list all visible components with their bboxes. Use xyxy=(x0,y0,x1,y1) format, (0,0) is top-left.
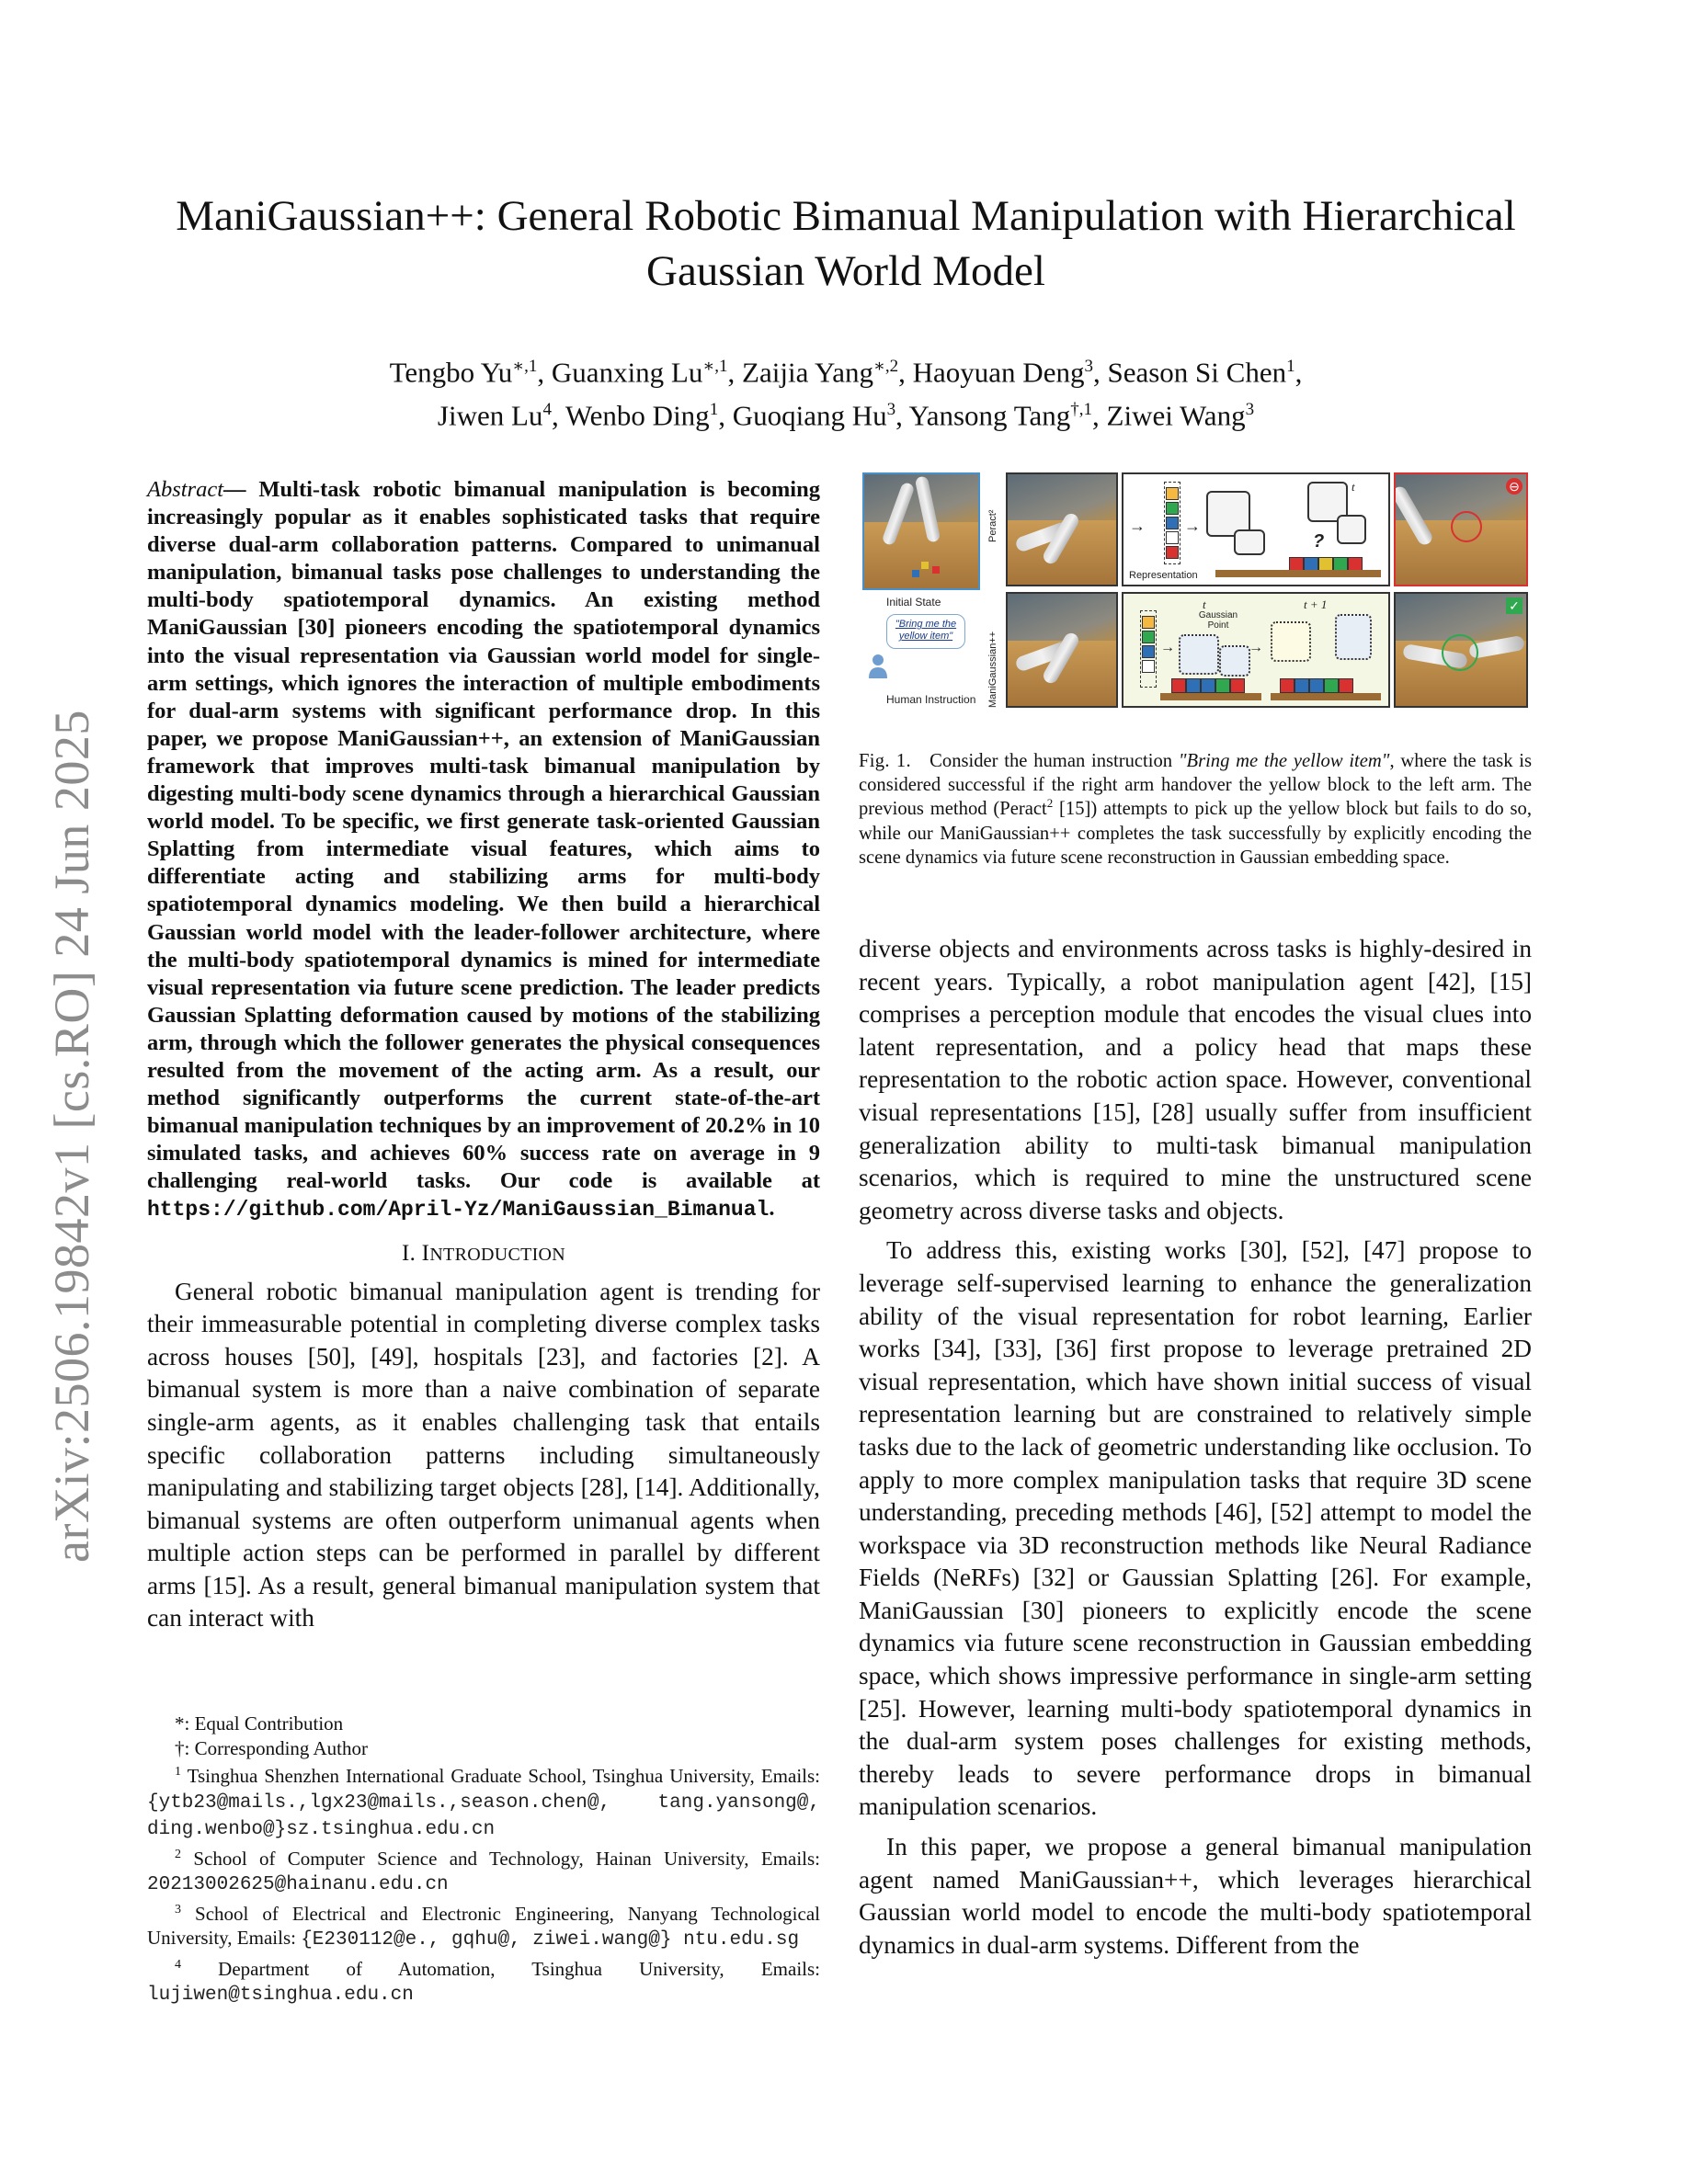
feature-cube xyxy=(1166,546,1179,559)
caption-text: Consider the human instruction xyxy=(910,751,1179,771)
feature-cube xyxy=(1166,502,1179,515)
author-name: Season Si Chen xyxy=(1107,356,1287,389)
block xyxy=(1201,678,1215,693)
author-line-1 xyxy=(129,347,1563,391)
feature-cube xyxy=(1166,531,1179,544)
feature-cube xyxy=(1142,616,1155,629)
author-affiliation: 3 xyxy=(886,400,896,420)
arxiv-identifier: arXiv:2506.19842v1 [cs.RO] 24 Jun 2025 xyxy=(44,710,99,1563)
author-name: Wenbo Ding xyxy=(565,399,710,432)
author-list xyxy=(129,347,1563,435)
right-paragraph-1: diverse objects and environments across tasks is highly-desired in recent years. Typically, a robot manipulation agent [42], [15] comprises a perception module that encodes the visual clues into latent representation, and a policy head that maps these representation to the robotic action space. However, conventional visual representations [15], [28] usually suffer from insufficient generalization ability to multi-task bimanual manipulation scenarios, which is required to mine the unstructured scene geometry across diverse tasks and objects. xyxy=(859,935,1532,1224)
author-separator: , xyxy=(898,356,913,389)
human-instruction-label: Human Instruction xyxy=(886,693,976,706)
author-name: Haoyuan Deng xyxy=(912,356,1085,389)
left-column xyxy=(147,476,820,1635)
peract-label: Peract² xyxy=(987,509,998,542)
block xyxy=(1309,678,1324,693)
abstract-dash: — xyxy=(223,477,246,502)
footnote-text: Department of Automation, Tsinghua University, Emails: xyxy=(181,1957,820,1980)
footnote-equal-contribution: *: Equal Contribution xyxy=(175,1712,344,1735)
table-bar xyxy=(1271,693,1381,700)
right-paragraph-2: To address this, existing works [30], [52], [47] propose to leverage self-supervised learning to enhance the generalization ability of the visual representation for robot learning, Earlier works [34], [33], [36] first propose to leverage pretrained 2D visual representation, which have shown initial success of visual representation learning but are constrained to relatively simple tasks due to the lack of geometric understanding like occlusion. To apply to more complex manipulation tasks that require 3D scene understanding, preceding methods [46], [52] attempt to model the workspace via 3D reconstruction methods like Neural Radiance Fields (NeRFs) [32] or Gaussian Splatting [26]. For example, ManiGaussian [30] pioneers to explicitly encode the scene dynamics via future scene reconstruction in Gaussian embedding space, which shows impressive performance in single-arm setting [25]. However, learning multi-body spatiotemporal dynamics in the dual-arm system poses challenges for existing methods, thereby leads to severe performance drops in bimanual manipulation scenarios. xyxy=(859,1236,1532,1821)
section-numeral: I. xyxy=(401,1240,422,1266)
block xyxy=(1280,678,1295,693)
footnote-number: 1 xyxy=(175,1765,181,1779)
figure-1-caption xyxy=(859,749,1532,870)
gaussian-robot-icon xyxy=(1335,614,1372,660)
author-affiliation: †,1 xyxy=(1070,400,1093,420)
footnote-corresponding: †: Corresponding Author xyxy=(175,1736,368,1759)
blue-block xyxy=(912,570,919,577)
manigaussian-success-image xyxy=(1394,592,1528,708)
gaussian-point-label: Gaussian Point xyxy=(1198,610,1238,631)
footnote-text: Tsinghua Shenzhen International Graduate School, Tsinghua University, Emails: xyxy=(181,1765,820,1787)
human-icon xyxy=(868,653,888,678)
footnote-emails: 20213002625@hainanu.edu.cn xyxy=(147,1874,449,1895)
author-separator: , xyxy=(1092,399,1107,432)
caption-quote: "Bring me the yellow item" xyxy=(1178,751,1390,771)
author-affiliation: 3 xyxy=(1245,400,1255,420)
question-mark: ? xyxy=(1313,531,1325,552)
table-surface xyxy=(864,522,978,588)
block xyxy=(1186,678,1201,693)
feature-cube xyxy=(1142,645,1155,658)
robot-gripper-icon xyxy=(1234,529,1265,555)
footnote-affiliation-4 xyxy=(147,1953,820,2008)
author-line-2 xyxy=(129,391,1563,434)
gaussian-robot-icon xyxy=(1271,621,1311,662)
footnote-affiliation-1 xyxy=(147,1760,820,1843)
footnotes xyxy=(147,1712,820,2008)
feature-cube xyxy=(1142,660,1155,673)
initial-state-image xyxy=(862,472,980,590)
block xyxy=(1171,678,1186,693)
arrow-icon: → xyxy=(1249,640,1263,655)
manigaussian-gaussian-diagram xyxy=(1122,592,1390,708)
gaussian-robot-icon xyxy=(1179,634,1219,675)
author-affiliation: 1 xyxy=(1286,357,1295,376)
block xyxy=(1324,678,1339,693)
title-line-1: ManiGaussian++: General Robotic Bimanual Manipulation with Hierarchical xyxy=(176,192,1516,240)
author-name: Jiwen Lu xyxy=(437,399,543,432)
failure-highlight-circle xyxy=(1451,511,1482,542)
author-separator: , xyxy=(718,399,733,432)
footnote-number: 3 xyxy=(175,1902,181,1917)
footnote-number: 4 xyxy=(175,1957,181,1972)
block xyxy=(1339,678,1353,693)
title-line-2: Gaussian World Model xyxy=(646,247,1045,295)
peract-failure-image xyxy=(1394,472,1528,586)
abstract xyxy=(147,476,820,1224)
author-name: Zaijia Yang xyxy=(742,356,873,389)
failure-icon: ⊖ xyxy=(1506,478,1523,495)
representation-label: Representation xyxy=(1129,570,1198,581)
code-url-link[interactable]: https://github.com/April-Yz/ManiGaussian_Bimanual xyxy=(147,1198,770,1223)
time-label-t: t xyxy=(1352,480,1355,494)
author-affiliation: ∗,1 xyxy=(512,357,538,376)
table-bar xyxy=(1160,693,1261,700)
table-bar xyxy=(1215,570,1381,577)
caption-text: [15]) attempts to pick up the yellow block but fails to do so, while our ManiGaussian++ completes the task successfully by explicitly encoding the scene dynamics via future scene reconstruction in Gaussian embedding space. xyxy=(859,799,1532,868)
footnote-text: School of Computer Science and Technology, Hainan University, Emails: xyxy=(181,1847,820,1870)
section-initial: I xyxy=(421,1240,430,1266)
initial-state-label: Initial State xyxy=(886,596,941,609)
red-block xyxy=(932,566,940,574)
author-affiliation: 4 xyxy=(542,400,552,420)
footnote-emails: {ytb23@mails.,lgx23@mails.,season.chen@, tang.yansong@, ding.wenbo@}sz.tsinghua.edu.cn xyxy=(147,1792,820,1840)
time-label-t-plus-1: t + 1 xyxy=(1304,597,1328,611)
author-separator: , xyxy=(1092,356,1108,389)
feature-cube xyxy=(1142,631,1155,643)
section-heading-introduction xyxy=(147,1241,820,1267)
arrow-icon: → xyxy=(1160,640,1175,655)
author-affiliation: ∗,2 xyxy=(873,357,899,376)
right-paragraph-3: In this paper, we propose a general bimanual manipulation agent named ManiGaussian++, which leverages hierarchical Gaussian world model to encode the multi-body spatiotemporal dynamics in dual-arm systems. Different from the xyxy=(859,1833,1532,1959)
yellow-block xyxy=(921,562,929,569)
figure-1 xyxy=(859,469,1532,712)
author-separator: , xyxy=(727,356,743,389)
abstract-label: Abstract xyxy=(147,477,224,502)
author-name: Guanxing Lu xyxy=(551,356,703,389)
footnote-emails: lujiwen@tsinghua.edu.cn xyxy=(147,1985,414,2006)
arrow-icon: → xyxy=(1184,517,1201,535)
caption-superscript: 2 xyxy=(1046,796,1054,811)
peract-scene-image xyxy=(1006,472,1118,586)
robot-gripper-icon xyxy=(1337,515,1366,544)
peract-representation-diagram xyxy=(1122,472,1390,586)
intro-paragraph: General robotic bimanual manipulation agent is trending for their immeasurable potential in completing diverse complex tasks across houses [50], [49], hospitals [23], and factories [2]. A bimanual system is more than a naive combination of separate single-arm agents, as it enables challenging task that entails specific collaboration patterns including simultaneously manipulating and stabilizing target objects [28], [14]. Additionally, bimanual systems are often outperform unimanual agents when multiple action steps can be performed in parallel by different arms [15]. As a result, general bimanual manipulation system that can interact with xyxy=(147,1277,820,1632)
manigaussian-scene-image xyxy=(1006,592,1118,708)
author-separator: , xyxy=(537,356,552,389)
author-separator: , xyxy=(1295,356,1303,389)
success-icon: ✓ xyxy=(1506,597,1523,614)
author-separator: , xyxy=(551,399,565,432)
time-label-t: t xyxy=(1203,597,1206,611)
footnote-affiliation-2 xyxy=(147,1843,820,1898)
instruction-bubble: "Bring me the yellow item" xyxy=(886,614,965,649)
block xyxy=(1215,678,1230,693)
abstract-period: . xyxy=(769,1196,775,1222)
author-affiliation: ∗,1 xyxy=(702,357,728,376)
footnote-text: School of Electrical and Electronic Engineering, Nanyang Technological University, Emails: xyxy=(147,1902,820,1949)
right-column xyxy=(859,933,1532,1962)
author-name: Ziwei Wang xyxy=(1106,399,1246,432)
author-separator: , xyxy=(895,399,909,432)
footnote-number: 2 xyxy=(175,1847,181,1861)
block xyxy=(1230,678,1245,693)
paper-title xyxy=(129,188,1563,299)
author-name: Tengbo Yu xyxy=(389,356,513,389)
arrow-icon: → xyxy=(1129,517,1146,535)
section-title-rest: NTRODUCTION xyxy=(429,1244,566,1265)
abstract-text: Multi-task robotic bimanual manipulation is becoming increasingly popular as it enables sophisticated tasks that require diverse dual-arm collaboration patterns. Compared to unimanual manipulation, bimanual tasks pose challenges to understanding the multi-body spatiotemporal dynamics. An existing method ManiGaussian [30] pioneers encoding the spatiotemporal dynamics into the visual representation via Gaussian world model for single-arm settings, which ignores the interaction of multiple embodiments for dual-arm systems with significant performance drop. In this paper, we propose ManiGaussian++, an extension of ManiGaussian framework that improves multi-task bimanual manipulation by digesting multi-body scene dynamics through a hierarchical Gaussian world model. To be specific, we first generate task-oriented Gaussian Splatting from intermediate visual features, which aims to differentiate acting and stabilizing arms for multi-body spatiotemporal dynamics modeling. We then build a hierarchical Gaussian world model with the leader-follower architecture, where the multi-body spatiotemporal dynamics is mined for intermediate visual representation via future scene prediction. The leader predicts Gaussian Splatting deformation caused by motions of the stabilizing arm, through which the follower generates the physical consequences resulted from the movement of the acting arm. As a result, our method significantly outperforms the current state-of-the-art bimanual manipulation techniques by an improvement of 20.2% in 10 simulated tasks, and achieves 60% success rate on average in 9 challenging real-world tasks. Our code is available at xyxy=(147,477,820,1194)
footnote-affiliation-3 xyxy=(147,1898,820,1953)
feature-cube xyxy=(1166,487,1179,500)
author-affiliation: 3 xyxy=(1084,357,1093,376)
caption-label: Fig. 1. xyxy=(859,751,911,771)
success-highlight-circle xyxy=(1442,634,1478,671)
author-name: Yansong Tang xyxy=(908,399,1071,432)
footnote-emails: {E230112@e., gqhu@, ziwei.wang@} ntu.edu.sg xyxy=(301,1929,800,1951)
author-name: Guoqiang Hu xyxy=(732,399,887,432)
caption-text: , where the task is considered successful if the right arm handover the yellow block to the left arm. The previous method (Peract xyxy=(859,751,1532,820)
author-affiliation: 1 xyxy=(709,400,719,420)
gaussian-robot-icon xyxy=(1219,645,1250,677)
block xyxy=(1295,678,1309,693)
feature-cube xyxy=(1166,517,1179,529)
manigaussian-label: ManiGaussian++ xyxy=(987,631,998,708)
